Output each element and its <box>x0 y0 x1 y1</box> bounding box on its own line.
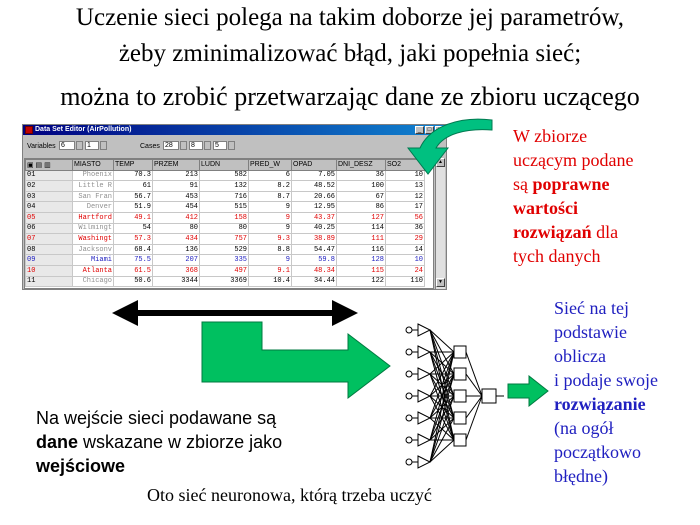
column-header[interactable]: MIASTO <box>73 160 114 171</box>
table-row[interactable] <box>26 191 425 202</box>
cases-input[interactable]: 28 <box>163 141 179 150</box>
so2-cell[interactable]: 14 <box>386 244 425 255</box>
pred-w-cell[interactable]: 8.7 <box>249 191 292 202</box>
blue-line-2: podstawie <box>554 322 627 342</box>
title-line-2: żeby zminimalizować błąd, jaki popełnia sieć; <box>118 40 582 67</box>
hidden-node <box>454 412 466 424</box>
red-line-4: wartości <box>513 198 578 218</box>
input-node-circle <box>406 349 412 355</box>
header-row <box>26 160 425 171</box>
temp-cell[interactable]: 49.1 <box>114 212 153 223</box>
city-cell[interactable]: Chicago <box>73 276 114 287</box>
red-line-3: są poprawne <box>513 174 610 194</box>
hidden-node <box>454 346 466 358</box>
dni-desz-cell[interactable]: 128 <box>337 255 386 266</box>
input-node <box>418 434 430 446</box>
ludn-cell[interactable]: 529 <box>200 244 249 255</box>
input-note <box>36 406 282 478</box>
table-row[interactable] <box>26 276 425 287</box>
przem-cell[interactable]: 453 <box>153 191 200 202</box>
data-table[interactable] <box>25 159 425 287</box>
so2-cell[interactable]: 12 <box>386 191 425 202</box>
variables-input[interactable]: 6 <box>59 141 75 150</box>
dni-desz-cell[interactable]: 36 <box>337 170 386 181</box>
table-row[interactable] <box>26 244 425 255</box>
temp-cell[interactable]: 56.7 <box>114 191 153 202</box>
ludn-cell[interactable]: 716 <box>200 191 249 202</box>
network-output-note <box>554 296 658 488</box>
network-edge <box>466 396 482 418</box>
bottom-caption: Oto sieć neuronowa, którą trzeba uczyć <box>147 485 432 505</box>
blue-line-3: oblicza <box>554 346 606 366</box>
table-row[interactable] <box>26 202 425 213</box>
blue-line-7: początkowo <box>554 442 641 462</box>
title-line-1: Uczenie sieci polega na takim doborze jej parametrów, <box>75 4 625 31</box>
cases-spinner-3[interactable] <box>228 141 235 150</box>
input-node-circle <box>406 327 412 333</box>
red-line-5: rozwiązań dla <box>513 222 619 242</box>
bold-correct: poprawne <box>532 174 610 194</box>
bent-arrow-icon <box>200 318 400 403</box>
input-node-circle <box>406 459 412 465</box>
opad-cell[interactable]: 59.8 <box>292 255 337 266</box>
input-node <box>418 324 430 336</box>
red-line-6: tych danych <box>513 246 601 266</box>
temp-cell[interactable]: 68.4 <box>114 244 153 255</box>
so2-cell[interactable]: 17 <box>386 202 425 213</box>
opad-cell[interactable]: 40.25 <box>292 223 337 234</box>
city-cell[interactable]: Miami <box>73 255 114 266</box>
output-arrow-icon <box>507 375 549 407</box>
blue-line-6: (na ogół <box>554 418 614 438</box>
row-id-cell[interactable]: 08 <box>26 244 73 255</box>
ludn-cell[interactable]: 3369 <box>200 276 249 287</box>
title-line-3: można to zrobić przetwarzając dane ze zbioru uczącego <box>60 82 640 111</box>
cases-input-3[interactable]: 5 <box>213 141 227 150</box>
so2-cell[interactable]: 24 <box>386 265 425 276</box>
przem-cell[interactable]: 3344 <box>153 276 200 287</box>
toolbar-icons-cell[interactable]: ▣ ▤ ▥ <box>26 160 73 171</box>
row-id-cell[interactable]: 10 <box>26 265 73 276</box>
row-id-cell[interactable]: 05 <box>26 212 73 223</box>
left-line-3: wejściowe <box>36 456 126 476</box>
row-id-cell[interactable]: 06 <box>26 223 73 234</box>
przem-cell[interactable]: 207 <box>153 255 200 266</box>
ludn-cell[interactable]: 497 <box>200 265 249 276</box>
input-node-circle <box>406 371 412 377</box>
network-edge <box>466 352 482 396</box>
so2-cell[interactable]: 10 <box>386 255 425 266</box>
hidden-node <box>454 390 466 402</box>
table-row[interactable] <box>26 265 425 276</box>
pred-w-cell[interactable]: 10.4 <box>249 276 292 287</box>
variables-label: Variables <box>27 143 56 150</box>
opad-cell[interactable]: 34.44 <box>292 276 337 287</box>
minimize-button[interactable]: _ <box>415 126 424 134</box>
red-line-1: W zbiorze <box>513 126 588 146</box>
city-cell[interactable]: Denver <box>73 202 114 213</box>
scroll-down-icon[interactable]: ▼ <box>436 278 445 287</box>
cases-spinner-2[interactable] <box>204 141 211 150</box>
so2-cell[interactable]: 13 <box>386 181 425 192</box>
ludn-cell[interactable]: 757 <box>200 234 249 245</box>
pred-w-cell[interactable]: 9 <box>249 223 292 234</box>
temp-cell[interactable]: 75.5 <box>114 255 153 266</box>
przem-cell[interactable]: 412 <box>153 212 200 223</box>
przem-cell[interactable]: 454 <box>153 202 200 213</box>
ludn-cell[interactable]: 158 <box>200 212 249 223</box>
city-cell[interactable]: Little R <box>73 181 114 192</box>
column-header[interactable]: LUDN <box>200 160 249 171</box>
table-row[interactable] <box>26 170 425 181</box>
row-id-cell[interactable]: 01 <box>26 170 73 181</box>
opad-cell[interactable]: 48.52 <box>292 181 337 192</box>
pred-w-cell[interactable]: 8.8 <box>249 244 292 255</box>
row-id-cell[interactable]: 02 <box>26 181 73 192</box>
opad-cell[interactable]: 54.47 <box>292 244 337 255</box>
dni-desz-cell[interactable]: 127 <box>337 212 386 223</box>
city-cell[interactable]: Wilmingt <box>73 223 114 234</box>
so2-cell[interactable]: 29 <box>386 234 425 245</box>
city-cell[interactable]: Jacksonv <box>73 244 114 255</box>
input-node-circle <box>406 437 412 443</box>
temp-cell[interactable]: 50.6 <box>114 276 153 287</box>
pred-w-cell[interactable]: 9 <box>249 255 292 266</box>
city-cell[interactable]: Hartford <box>73 212 114 223</box>
opad-cell[interactable]: 38.89 <box>292 234 337 245</box>
dni-desz-cell[interactable]: 86 <box>337 202 386 213</box>
dni-desz-cell[interactable]: 100 <box>337 181 386 192</box>
dni-desz-cell[interactable]: 114 <box>337 223 386 234</box>
input-node <box>418 456 430 468</box>
temp-cell[interactable]: 70.3 <box>114 170 153 181</box>
variables-spinner-2[interactable] <box>100 141 107 150</box>
opad-cell[interactable]: 12.95 <box>292 202 337 213</box>
opad-cell[interactable]: 48.34 <box>292 265 337 276</box>
temp-cell[interactable]: 51.9 <box>114 202 153 213</box>
variables-spinner[interactable] <box>76 141 83 150</box>
column-header[interactable]: PRZEM <box>153 160 200 171</box>
training-set-note <box>513 124 633 268</box>
input-node-circle <box>406 415 412 421</box>
output-node <box>482 389 496 403</box>
dni-desz-cell[interactable]: 116 <box>337 244 386 255</box>
cases-label: Cases <box>140 143 160 150</box>
column-header[interactable]: TEMP <box>114 160 153 171</box>
ludn-cell[interactable]: 582 <box>200 170 249 181</box>
dni-desz-cell[interactable]: 122 <box>337 276 386 287</box>
left-line-2: dane wskazane w zbiorze jako <box>36 432 283 452</box>
curved-arrow-icon <box>380 112 500 182</box>
temp-cell[interactable]: 61 <box>114 181 153 192</box>
so2-cell[interactable]: 36 <box>386 223 425 234</box>
data-grid[interactable] <box>24 158 434 289</box>
row-id-cell[interactable]: 07 <box>26 234 73 245</box>
scroll-up-icon[interactable]: ▲ <box>436 158 445 167</box>
so2-cell[interactable]: 56 <box>386 212 425 223</box>
dni-desz-cell[interactable]: 67 <box>337 191 386 202</box>
so2-cell[interactable]: 110 <box>386 276 425 287</box>
pred-w-cell[interactable]: 9.3 <box>249 234 292 245</box>
przem-cell[interactable]: 80 <box>153 223 200 234</box>
cases-spinner[interactable] <box>180 141 187 150</box>
table-row[interactable] <box>26 223 425 234</box>
column-header[interactable]: SO2 <box>386 160 425 171</box>
maximize-icon[interactable]: □ <box>425 126 434 134</box>
input-node <box>418 346 430 358</box>
pred-w-cell[interactable]: 9 <box>249 202 292 213</box>
input-node <box>418 412 430 424</box>
pred-w-cell[interactable]: 9.1 <box>249 265 292 276</box>
przem-cell[interactable]: 136 <box>153 244 200 255</box>
network-edge <box>466 396 482 440</box>
ludn-cell[interactable]: 80 <box>200 223 249 234</box>
city-cell[interactable]: Phoenix <box>73 170 114 181</box>
temp-cell[interactable]: 61.5 <box>114 265 153 276</box>
column-header[interactable]: DNI_DESZ <box>337 160 386 171</box>
blue-line-8: błędne) <box>554 466 608 486</box>
blue-line-5: rozwiązanie <box>554 394 646 414</box>
city-cell[interactable]: Atlanta <box>73 265 114 276</box>
opad-cell[interactable]: 20.66 <box>292 191 337 202</box>
przem-cell[interactable]: 434 <box>153 234 200 245</box>
input-node <box>418 390 430 402</box>
przem-cell[interactable]: 213 <box>153 170 200 181</box>
pred-w-cell[interactable]: 8.2 <box>249 181 292 192</box>
table-row[interactable] <box>26 234 425 245</box>
so2-cell[interactable]: 10 <box>386 170 425 181</box>
city-cell[interactable]: San Fran <box>73 191 114 202</box>
editor-title: Data Set Editor (AirPollution) <box>35 126 132 133</box>
table-row[interactable] <box>26 255 425 266</box>
hidden-node <box>454 368 466 380</box>
ludn-cell[interactable]: 132 <box>200 181 249 192</box>
ludn-cell[interactable]: 335 <box>200 255 249 266</box>
input-node-circle <box>406 393 412 399</box>
temp-cell[interactable]: 57.3 <box>114 234 153 245</box>
blue-line-1: Sieć na tej <box>554 298 629 318</box>
left-line-1: Na wejście sieci podawane są <box>36 408 277 428</box>
app-icon <box>25 126 33 134</box>
variables-input-2[interactable]: 1 <box>85 141 99 150</box>
pred-w-cell[interactable]: 6 <box>249 170 292 181</box>
opad-cell[interactable]: 7.05 <box>292 170 337 181</box>
city-cell[interactable]: Washingt <box>73 234 114 245</box>
network-edge <box>466 374 482 396</box>
column-header[interactable]: OPAD <box>292 160 337 171</box>
przem-cell[interactable]: 91 <box>153 181 200 192</box>
input-node <box>418 368 430 380</box>
table-row[interactable] <box>26 212 425 223</box>
temp-cell[interactable]: 54 <box>114 223 153 234</box>
row-id-cell[interactable]: 11 <box>26 276 73 287</box>
opad-cell[interactable]: 43.37 <box>292 212 337 223</box>
przem-cell[interactable]: 368 <box>153 265 200 276</box>
table-row[interactable] <box>26 181 425 192</box>
row-id-cell[interactable]: 03 <box>26 191 73 202</box>
ludn-cell[interactable]: 515 <box>200 202 249 213</box>
hidden-node <box>454 434 466 446</box>
row-id-cell[interactable]: 04 <box>26 202 73 213</box>
pred-w-cell[interactable]: 9 <box>249 212 292 223</box>
red-line-2: uczącym podane <box>513 150 634 170</box>
column-header[interactable]: PRED_W <box>249 160 292 171</box>
cases-input-2[interactable]: 8 <box>189 141 203 150</box>
blue-line-4: i podaje swoje <box>554 370 658 390</box>
dni-desz-cell[interactable]: 115 <box>337 265 386 276</box>
dni-desz-cell[interactable]: 111 <box>337 234 386 245</box>
row-id-cell[interactable]: 09 <box>26 255 73 266</box>
